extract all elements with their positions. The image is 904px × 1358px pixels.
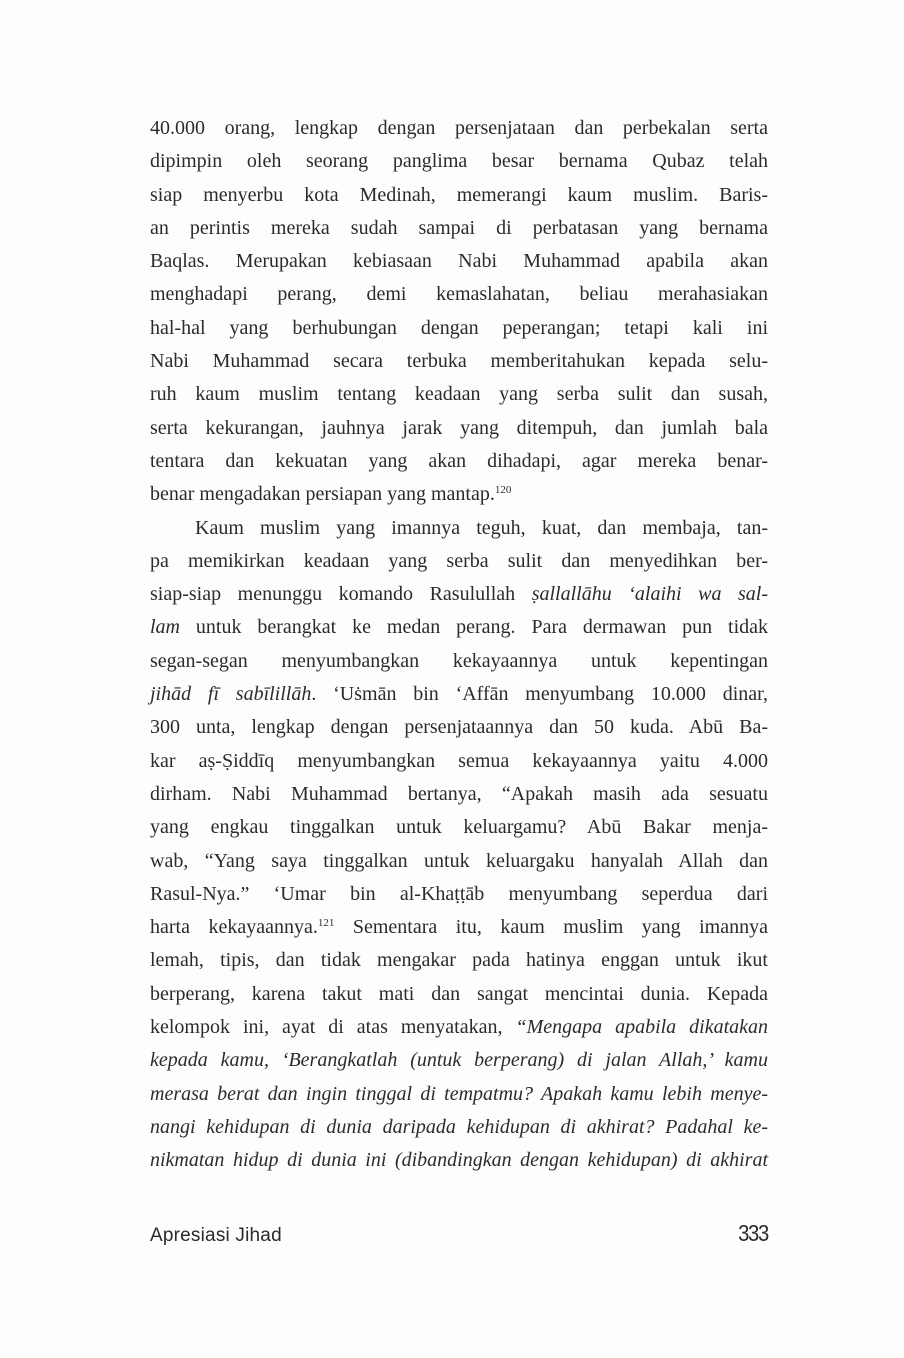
text-segment: kelompok ini, ayat di atas menyatakan, [150, 1016, 516, 1039]
text-segment: benar mengadakan persiapan yang mantap. [150, 483, 495, 506]
text-line [150, 1044, 768, 1077]
text-segment: yang engkau tinggalkan untuk keluargamu? Abū Bakar menja- [150, 816, 768, 839]
text-segment: hal-hal yang berhubungan dengan peperangan; tetapi kali ini [150, 316, 768, 339]
text-segment: siap menyerbu kota Medinah, memerangi kaum muslim. Baris- [150, 183, 768, 206]
text-segment: an perintis mereka sudah sampai di perbatasan yang bernama [150, 216, 768, 239]
text-line [150, 911, 768, 944]
text-line [150, 978, 768, 1011]
text-segment: kar aṣ-Ṣiddīq menyumbangkan semua kekayaannya yaitu 4.000 [150, 749, 768, 772]
text-segment: Sementara itu, kaum muslim yang imannya [334, 916, 768, 939]
text-segment: . ‘Uṡmān bin ‘Affān menyumbang 10.000 dinar, [311, 683, 768, 706]
text-segment: untuk berangkat ke medan perang. Para dermawan pun tidak [180, 616, 768, 639]
footnote-ref: 120 [494, 484, 512, 497]
text-line [150, 678, 768, 711]
text-segment: Rasul-Nya.” ‘Umar bin al-Khaṭṭāb menyumbang seperdua dari [150, 882, 768, 905]
text-segment: Baqlas. Merupakan kebiasaan Nabi Muhammad apabila akan [150, 250, 768, 273]
text-segment: tentara dan kekuatan yang akan dihadapi, agar mereka benar- [150, 449, 768, 472]
text-line [150, 245, 768, 278]
footer-page-number: 333 [738, 1220, 768, 1246]
text-segment: nikmatan hidup di dunia ini (dibandingkan dengan kehidupan) di akhirat [150, 1149, 768, 1172]
footer-book-title: Apresiasi Jihad [150, 1225, 282, 1246]
text-segment: Kaum muslim yang imannya teguh, kuat, dan membaja, tan- [195, 516, 768, 539]
text-segment: ruh kaum muslim tentang keadaan yang serba sulit dan susah, [150, 383, 768, 406]
text-line [150, 878, 768, 911]
text-segment: “Mengapa apabila dikatakan [515, 1016, 769, 1039]
text-line [150, 545, 768, 578]
text-segment: lam [150, 616, 180, 639]
text-line [150, 845, 768, 878]
text-segment: menghadapi perang, demi kemaslahatan, beliau merahasiakan [150, 283, 768, 306]
text-line [150, 512, 768, 545]
text-line [150, 378, 768, 411]
text-line [150, 212, 768, 245]
text-line [150, 944, 768, 977]
text-segment: Nabi Muhammad secara terbuka memberitahukan kepada selu- [150, 350, 768, 373]
text-line [150, 711, 768, 744]
text-line [150, 179, 768, 212]
text-block [150, 112, 768, 1178]
text-line [150, 278, 768, 311]
text-segment: lemah, tipis, dan tidak mengakar pada hatinya enggan untuk ikut [150, 949, 768, 972]
text-segment: nangi kehidupan di dunia daripada kehidupan di akhirat? Padahal ke- [150, 1115, 768, 1138]
text-line [150, 611, 768, 644]
text-line [150, 112, 768, 145]
text-line [150, 778, 768, 811]
text-line [150, 345, 768, 378]
text-segment: 40.000 orang, lengkap dengan persenjataan dan perbekalan serta [150, 117, 768, 139]
text-segment: dipimpin oleh seorang panglima besar bernama Qubaz telah [150, 150, 768, 173]
text-segment: merasa berat dan ingin tinggal di tempatmu? Apakah kamu lebih menye- [150, 1082, 768, 1105]
text-line [150, 445, 768, 478]
text-line [150, 1144, 768, 1177]
page-footer [150, 1220, 768, 1247]
text-line [150, 1011, 768, 1044]
text-line [150, 412, 768, 445]
text-line [150, 1078, 768, 1111]
text-line [150, 745, 768, 778]
text-segment: 300 unta, lengkap dengan persenjataannya dan 50 kuda. Abū Ba- [150, 716, 768, 739]
text-line [150, 645, 768, 678]
text-segment: ṣallallāhu ‘alaihi wa sal- [531, 583, 768, 606]
text-line [150, 811, 768, 844]
footnote-ref: 121 [317, 917, 335, 930]
text-segment: jihād fī sabīlillāh [150, 683, 312, 706]
text-segment: serta kekurangan, jauhnya jarak yang ditempuh, dan jumlah bala [150, 416, 768, 439]
text-segment: kepada kamu, ‘Berangkatlah (untuk berperang) di jalan Allah,’ kamu [150, 1049, 768, 1072]
text-segment: wab, “Yang saya tinggalkan untuk keluargaku hanyalah Allah dan [150, 849, 768, 872]
text-segment: pa memikirkan keadaan yang serba sulit dan menyedihkan ber- [150, 549, 768, 572]
text-line [150, 578, 768, 611]
text-segment: segan-segan menyumbangkan kekayaannya untuk kepentingan [150, 649, 768, 672]
text-segment: berperang, karena takut mati dan sangat mencintai dunia. Kepada [150, 982, 768, 1005]
text-segment: harta kekayaannya. [150, 916, 318, 939]
text-line [150, 312, 768, 345]
text-line [150, 145, 768, 178]
text-segment: dirham. Nabi Muhammad bertanya, “Apakah masih ada sesuatu [150, 782, 768, 805]
text-segment: siap-siap menunggu komando Rasulullah [150, 583, 532, 606]
text-line [150, 478, 768, 511]
text-line [150, 1111, 768, 1144]
